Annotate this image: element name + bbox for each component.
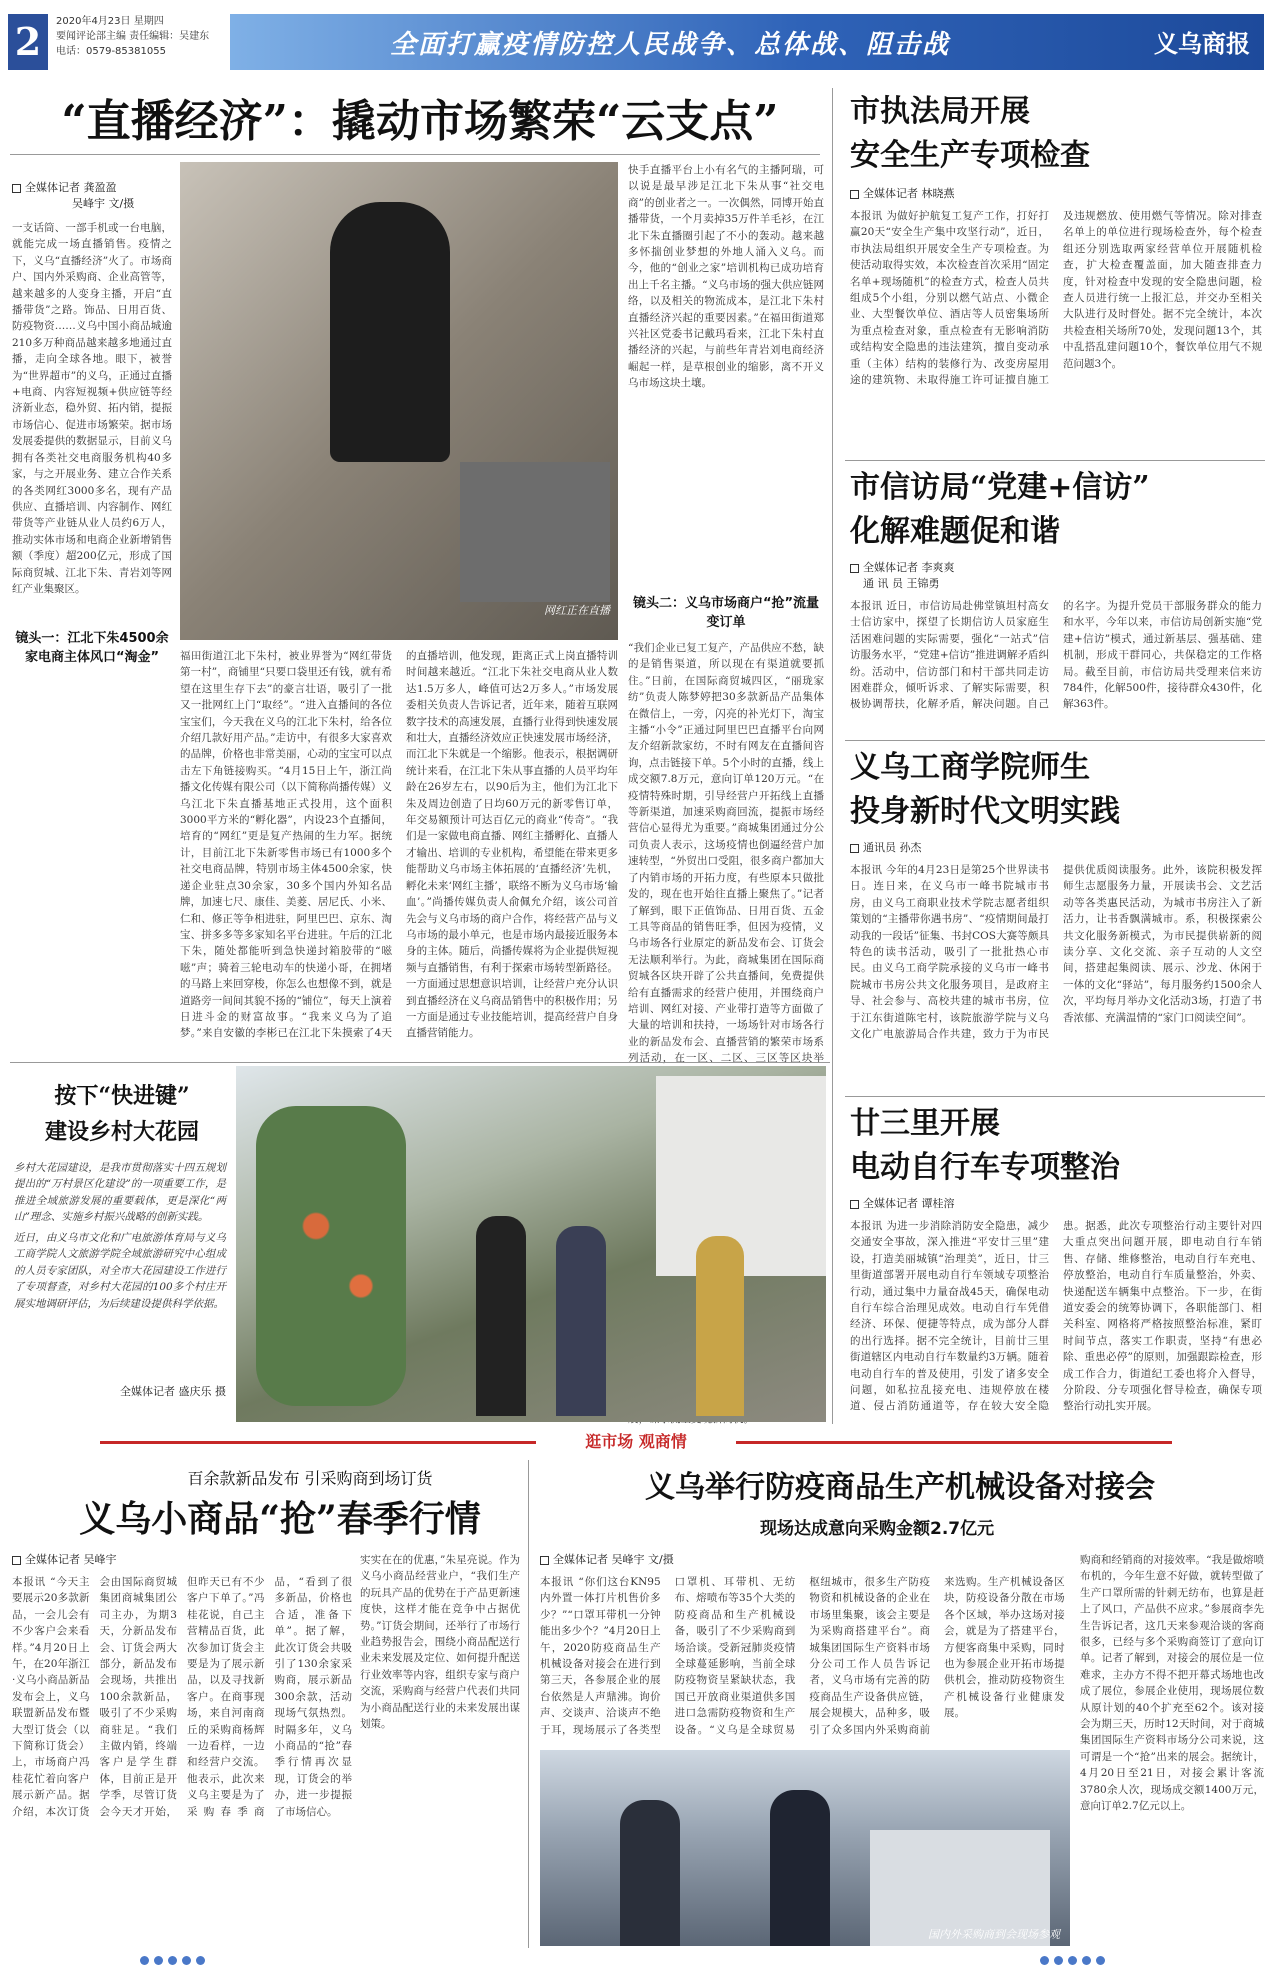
headline-gongshang xyxy=(850,746,1260,836)
section-title: 逛市场 观商情 xyxy=(536,1430,736,1454)
livestream-photo xyxy=(180,162,618,640)
byline-text: 全媒体记者 吴峰宇 文/摄 xyxy=(553,1553,674,1566)
reporter-icon xyxy=(12,1556,21,1565)
header-phone: 电话：0579-85381055 xyxy=(56,46,166,57)
person-figure xyxy=(556,1226,606,1416)
column-divider xyxy=(832,88,833,1424)
divider xyxy=(10,154,820,155)
section-banner xyxy=(0,1428,1272,1456)
headline-xinfang-line2: 化解难题促和谐 xyxy=(850,514,1060,549)
headline-live: “直播经济”：撬动市场繁荣“云支点” xyxy=(61,96,779,147)
headline-safety xyxy=(850,90,1260,180)
footer-dot xyxy=(168,1956,177,1965)
article-fangyi-body: 本报讯 “你们这台KN95内外置一体打片机售价多少？”“口罩耳带机一分钟能出多少个？”4月20日上午，2020防疫商品生产机械设备对接会在进行到第三天，各参展企业的展台依然是人声鼎沸。询价声、交谈声、洽谈声不绝于耳，现场展示了各类型口罩机、耳带机、无纺布、熔喷布等35个大类的防疫商品和生产机械设备，吸引了不少采购商到场洽谈。受新冠肺炎疫情全球蔓延影响，当前全球防疫物资呈紧缺状态，我国已开放商业渠道供多国进口急需防疫物资和生产设备。“义乌是全球贸易枢纽城市，很多生产防疫物资和机械设备的企业在市场里集聚，该会主要是为采购商搭建平台”。商城集团国际生产资料市场分公司工作人员告诉记者，义乌市场有完善的防疫商品生产设备供应链，展会规模大，品种多，吸引了众多国内外采购商前来选购。生产机械设备区块，防疫设备分散在市场各个区域，举办这场对接会，就是为了搭建平台，方便客商集中采购，同时也为参展企业开拓市场提供机会，推动防疫物资生产机械设备行业健康发展。 xyxy=(540,1576,1065,1736)
header-info xyxy=(56,14,226,74)
reporter-icon xyxy=(12,184,21,193)
flowering-tree xyxy=(256,1106,406,1406)
headline-garden-line2: 建设乡村大花园 xyxy=(44,1119,199,1145)
headline-ershisanli xyxy=(850,1102,1260,1192)
byline-text: 全媒体记者 李爽爽 xyxy=(863,561,955,574)
article-gongshang-body: 本报讯 今年的4月23日是第25个世界读书日。连日来，在义乌市一峰书院城市书房，由义乌工商职业技术学院志愿者组织策划的“主播带你遇书房”、“疫情期间最打动我的一段话”征集、书封COS大赛等颇具特色的读书活动，吸引了一批批热心市民。由义乌工商学院承接的义乌市一峰书院城市书房公共文化服务项目，是政府主导、社会参与、高校共建的城市书房，位于江东街道陈宅村，该院旅游学院与义乌文化广电旅游局合作共建，致力于为市民提供优质阅读服务。此外，该院积极发挥师生志愿服务力量，开展读书会、文艺活动等各类惠民活动，为城市书房注入了新活力，让书香飘满城市。系，积极探索公共文化服务新模式，为市民提供崭新的阅读分享、文化交流、亲子互动的人文空间，搭建起集阅读、展示、沙龙、休闲于一体的文化“驿站”，每月服务约1500余人次，平均每月举办文化活动3场，打造了书香浓郁、充满温情的“家门口阅读空间”。 xyxy=(850,864,1262,1041)
byline-live xyxy=(12,180,172,216)
divider xyxy=(845,740,1265,741)
reporter-icon xyxy=(850,1200,859,1209)
byline-safety xyxy=(850,186,1050,204)
article-live-body2: 福田街道江北下朱村，被业界誉为“网红带货第一村”，商铺里“只要口袋里还有钱，就有希望在这里生存下去”的豪言壮语，吸引了一批又一批网红上门“取经”。“进入直播间的各位宝宝们，今天我在义乌的江北下朱村，给各位介绍几款好用产品。”走访中，有很多大家喜欢的品牌，价格也非常美丽，心动的宝宝可以点击左下角链接购买。“4月15日上午，浙江尚播文化传媒有限公司（以下简称尚播传媒）义乌江北下朱直播基地正式投用，这个面积3000平方米的“孵化器”，内设23个直播间，培育的“网红”更是复产热闹的生力军。据统计，目前江北下朱新零售市场已有1000多个社交电商品牌，特别市场主体4500余家，快递企业驻点30余家，30多个国内外知名品牌，加速七尺、康佳、美菱、居尼氏、小米、仁和、修正等争相进驻，阿里巴巴、京东、淘宝、拼多多等多家知名平台进驻。午后的江北下朱，随处都能听到急快递封箱胶带的“嗞嗞”声；骑着三轮电动车的快递小哥，在拥堵的马路上来回穿梭，你怎么也想像不到，就是道路旁一间间其貌不扬的“铺位”，每天上演着日进斗金的财富故事。“我来义乌为了追梦。”来自安徽的李彬已在江北下朱摸索了4天的直播培训，他发现，距离正式上岗直播特训时间越来越近。“江北下朱社交电商从业人数达1.5万多人，峰值可达2万多人。”市场发展委相关负责人告诉记者，近年来，随着互联网数字技术的高速发展，直播行业得到快速发展和壮大，直播经济效应正快速发展市场经济，而江北下朱就是一个缩影。他表示，根据调研统计来看，在江北下朱从事直播的人员平均年龄在26岁左右，以90后为主，他们为江北下朱及周边创造了日均60万元的新零售订单，年交易额预计可达百亿元的商业“传奇”。“我们是一家做电商直播、网红主播孵化、直播人才输出、培训的专业机构，希望能在带来更多能帮助义乌市场主体拓展的‘直播经济’先机，孵化未来‘网红主播’，联络不断为义乌市场‘输血’。”尚播传媒负责人俞佩允介绍，该公司首先会与义乌市场的商户合作，将经营产品与义乌市场的最小单元，也是市场内最接近服务本身的主体。随后，尚播传媒将为企业提供短视频与直播销售，有利于探索市场转型新路径。一方面通过思想意识培训，让经营户充分认识到直播经济在义乌商品销售中的积极作用；另一方面是通过专业技能培训，提高经营户自身直播营销能力。 xyxy=(180,650,618,1040)
garden-byline: 全媒体记者 盛庆乐 摄 xyxy=(120,1385,226,1398)
article-fangyi-body2: 购商和经销商的对接效率。“我是做熔喷布机的，今年生意不好做，就转型做了生产口罩所需的针刺无纺布，也算是赶上了风口，产品供不应求。”参展商李先生告诉记者，这几天来参观洽谈的客商很多，已经与多个采购商签订了意向订单。记者了解到，对接会的展位是一位难求，主办方不得不把开幕式场地也改成了展位，参展企业使用，现场展位数从原计划的40个扩充至62个。该对接会为期三天，历时12天时间，对于商城集团国际生产资料市场分公司来说，这可谓是一个“抢”出来的展会。据统计，4月20日至21日，对接会累计客流3780余人次，现场成交额1400万元，意向订单2.7亿元以上。 xyxy=(1080,1554,1264,1813)
byline-xinfang xyxy=(850,560,1050,596)
headline-ershisanli-line2: 电动自行车专项整治 xyxy=(850,1150,1120,1185)
article-newproduct-body: 本报讯 “今天主要展示20多款新品，一会儿会有不少客户会来看样。”4月20日上午，在20年浙江·义乌小商品新品发布会上，义乌联盟新品发布暨大型订货会（以下简称订货会）上，市场商户冯桂花忙着向客户展示新产品。据介绍，本次订货会由国际商贸城集团商城集团公司主办，为期3天，分新品发布会、订货会两大部分，新品发布会现场，共推出100余款新品，吸引了不少采购商驻足。“我们主做内销，终端客户是学生群体，目前正是开学季，尽管订货会今天才开始，但昨天已有不少客户下单了。”冯桂花说，自己主营精品百货，此次参加订货会主要是为了展示新品，以及寻找新客户。在商事现场，来自河南商丘的采购商杨辉一边看样，一边和经营户交流。他表示，此次来义乌主要是为了采购春季商品，“看到了很多新品，价格也合适，准备下单”。据了解，此次订货会共吸引了130余家采购商，展示新品300余款，活动现场气氛热烈。时隔多年，义乌小商品的“抢”春季行情再次显现，订货会的举办，进一步提振了市场信心。 xyxy=(12,1576,352,1818)
subhead-lens-2: 镜头二：义乌市场商户“抢”流量变订单 xyxy=(632,596,820,630)
article-safety-body: 本报讯 为做好护航复工复产工作，打好打赢20天“安全生产集中攻坚行动”，近日，市执法局组织开展安全生产专项检查。为使活动取得实效，本次检查首次采用“固定名单+现场随机”的检查方式，检查人员共组成5个小组，分别以燃气站点、小微企业、大型餐饮单位、酒店等人员密集场所为重点检查对象，重点检查有无影响消防或结构安全隐患的违法建筑，擅自变动承重（主体）结构的装修行为、改变房屋用途的建筑物、未取得施工许可证擅自施工及违规燃放、使用燃气等情况。除对排查名单上的单位进行现场检查外，每个检查组还分别选取两家经营单位开展随机检查，扩大检查覆盖面，加大随查排查力度，针对检查中发现的安全隐患问题，检查人员进行统一上报汇总，并交办至相关大队进行及时督处。据不完全统计，本次共检查相关场所70处，发现问题13个，其中乱搭乱建问题10个，餐饮单位用气不规范问题3个。 xyxy=(850,210,1262,387)
byline-text: 通讯员 孙杰 xyxy=(863,841,922,854)
person-figure xyxy=(476,1216,526,1416)
reporter-icon xyxy=(540,1556,549,1565)
headline-garden-line1: 按下“快进键” xyxy=(54,1083,190,1109)
photo-caption: 网红正在直播 xyxy=(544,604,610,617)
garden-lead: 乡村大花园建设，是我市贯彻落实十四五规划提出的“万村景区化建设”的一项重要工作，是推进全域旅游发展的重要载体，更是深化“两山”理念、实施乡村振兴战略的创新实践。 xyxy=(14,1162,226,1224)
article-live-lead: 一支话筒、一部手机或一台电脑，就能完成一场直播销售。疫情之下，义乌“直播经济”火了。市场商户、国内外采购商、企业高管等，越来越多的人变身主播，开启“直播带货”之路。饰品、日用百货、防疫物资……义乌中国小商品城逾210多万种商品越来越多地通过直播，走向全球各地。眼下，被誉为“世界超市”的义乌，正通过直播+电商、内容短视频+供应链等经济新业态，稳外贸、拓内销，提振市场信心、促进市场繁荣。据市场发展委提供的数据显示，目前义乌拥有各类社交电商服务机构40多家，与之开展业务、建立合作关系的各类网红3000多名，现有产品供应、直播培训、内容制作、网红带货等产业链从业人员约6万人，推动实体市场和电商企业新增销售额（季度）超200亿元，形成了国际商贸城、江北下朱、青岩刘等网红产业集聚区。 xyxy=(12,222,172,595)
footer-dot xyxy=(182,1956,191,1965)
reporter-icon xyxy=(850,844,859,853)
byline-fangyi xyxy=(540,1552,780,1570)
reporter-icon xyxy=(850,564,859,573)
byline-text: 通 讯 员 王锦勇 xyxy=(863,577,940,590)
product-display xyxy=(460,462,610,602)
headline-safety-line2: 安全生产专项检查 xyxy=(850,138,1090,173)
newspaper-logo: 义乌商报 xyxy=(1154,29,1250,58)
reporter-icon xyxy=(850,190,859,199)
footer-dot xyxy=(1096,1956,1105,1965)
person-figure xyxy=(770,1790,830,1946)
presenter-figure xyxy=(330,202,450,462)
byline-gongshang xyxy=(850,840,1050,858)
person-figure xyxy=(620,1800,680,1946)
footer-dot xyxy=(140,1956,149,1965)
page-number: 2 xyxy=(8,14,48,70)
photo-caption: 国内外采购商到会现场参观 xyxy=(928,1928,1060,1941)
footer-dot xyxy=(1068,1956,1077,1965)
header-slogan: 全面打赢疫情防控人民战争、总体战、阻击战 xyxy=(390,30,951,60)
subhead-lens-1: 镜头一：江北下朱4500余家电商主体风口“淘金” xyxy=(15,631,169,665)
footer-dot xyxy=(154,1956,163,1965)
person-figure xyxy=(696,1236,744,1416)
divider xyxy=(10,1062,830,1063)
byline-reporter: 全媒体记者 龚盈盈 xyxy=(25,181,117,194)
headline-newproduct: 义乌小商品“抢”春季行情 xyxy=(79,1498,481,1540)
footer-dot xyxy=(1054,1956,1063,1965)
header-editor: 要闻评论部主编 责任编辑：吴建东 xyxy=(56,31,210,42)
footer-dot xyxy=(1040,1956,1049,1965)
garden-body: 近日，由义乌市文化和广电旅游体育局与义乌工商学院人文旅游学院全域旅游研究中心组成的人员专家团队，对全市大花园建设工作进行了专项督查，对乡村大花园的100多个村庄开展实地调研评估，为后续建设提供科学依据。 xyxy=(14,1232,226,1310)
byline-text: 全媒体记者 林晓燕 xyxy=(863,187,955,200)
fangyi-photo xyxy=(540,1750,1070,1946)
divider xyxy=(845,1096,1265,1097)
divider xyxy=(845,460,1265,461)
headline-ershisanli-line1: 廿三里开展 xyxy=(850,1106,1000,1141)
headline-safety-line1: 市执法局开展 xyxy=(850,94,1030,129)
article-live-body4: “我们企业已复工复产，产品供应不愁，缺的是销售渠道，所以现在有渠道就要抓住。”日前，在国际商贸城四区，“丽珑家纺”负责人陈梦婷把30多款新品产品集体在微信上，一旁，闪亮的补光灯下，淘宝主播“小令”正通过阿里巴巴直播平台向网友介绍新款家纺，不时有网友在直播间咨询，点击链接下单。5个小时的直播，线上成交额7.8万元，意向订单120万元。“在疫情特殊时期，引导经营户开拓线上直播等新渠道，加速采购商回流，提振市场经营信心显得尤为重要。”商城集团通过分公司负责人表示，这场疫情也倒逼经营户加速转型，“外贸出口受阻，很多商户都加大了内销市场的开拓力度，有些原本只做批发的，现在也开始往直播上聚焦了。”记者了解到，眼下正值饰品、日用百货、五金工具等商品的销售旺季，但因为疫情，义乌市场各行业原定的新品发布会、订货会无法顺利举行。为此，商城集团在国际商贸城各区块开辟了公共直播间，免费提供给有直播需求的经营户使用，并围绕商户培训、网红对接、产业带打造等方面做了大量的培训和扶持，一场场针对市场各行业的新品发布会、直播营销的繁荣市场系列活动，在一区、二区、三区等区块举 xyxy=(628,642,824,1065)
headline-fangyi: 义乌举行防疫商品生产机械设备对接会 xyxy=(645,1470,1155,1505)
article-ershisanli-body: 本报讯 为进一步消除消防安全隐患，减少交通安全事故，深入推进“平安廿三里”建设，打造美丽城镇“治理美”，近日，廿三里街道部署开展电动自行车领域专项整治行动，通过集中力量奋战45天，确保电动自行车综合治理见成效。电动自行车凭借经济、环保、便捷等特点，成为部分人群的出行选择。据不完全统计，目前廿三里街道辖区内电动自行车数量约3万辆。随着电动自行车的普及使用，引发了诸多安全问题，如私拉乱接充电、违规停放在楼道、侵占消防通道等，存在较大安全隐患。据悉，此次专项整治行动主要针对四大重点突出问题开展，即电动自行车销售、存储、维修整治，电动自行车充电、停放整治，电动自行车质量整治，外卖、快递配送车辆集中点整治。下一步，在街道安委会的统筹协调下，各职能部门、相关科室、网格将严格按照整治标准，紧盯时间节点，落实工作职责，坚持“有患必除、重患必停”的原则，加强跟踪检查，形成工作合力，街道纪工委也将介入督导，分阶段、分专项强化督导检查，确保专项整治行动扎实开展。 xyxy=(850,1220,1262,1413)
kicker-newproduct: 百余款新品发布 引采购商到场订货 xyxy=(187,1469,433,1488)
header-date: 2020年4月23日 星期四 xyxy=(56,16,164,27)
footer-dot xyxy=(1082,1956,1091,1965)
footer-dot xyxy=(196,1956,205,1965)
column-divider xyxy=(528,1460,529,1948)
headline-gongshang-line1: 义乌工商学院师生 xyxy=(850,750,1090,785)
article-xinfang-body: 本报讯 近日，市信访局赴佛堂镇坦村高女士信访家中，探望了长期信访人员家庭生活困难问题的实际需要，强化“一站式”信访服务水平，“党建+信访”推进调解矛盾纠纷。活动中，信访部门和村干部共同走访困难群众，倾听诉求、了解实际需要，积极协调帮扶，化解矛盾，解决问题。自己的名字。为提升党员干部服务群众的能力和水平，今年以来，市信访局创新实施“党建+信访”模式，通过新基层、强基础、建机制，形成干群同心，共保稳定的工作格局。截至目前，市信访局共受理来信来访784件，化解500件，接待群众430件，化解363件。 xyxy=(850,600,1262,711)
headline-xinfang xyxy=(850,466,1260,556)
article-newproduct-body2: 实实在在的优惠，”朱星亮说。作为义乌小商品经营业户，“我们生产的玩具产品的优势在于产品更新速度快，这样才能在竞争中占据优势。”订货会期间，还举行了市场行业趋势报告会，围绕小商品配送行业未来发展及定位、如何提升配送行业效率等内容，组织专家与商户交流，采购商与经营户代表们共同为小商品配送行业的未来发展出谋划策。 xyxy=(360,1554,520,1731)
subtitle-fangyi: 现场达成意向采购金额2.7亿元 xyxy=(760,1519,995,1539)
byline-author: 吴峰宇 文/摄 xyxy=(72,197,135,210)
garden-photo xyxy=(236,1066,826,1422)
header-banner xyxy=(230,14,1264,70)
byline-ershisanli xyxy=(850,1196,1050,1214)
masthead xyxy=(0,0,1272,82)
headline-garden xyxy=(12,1078,232,1152)
headline-xinfang-line1: 市信访局“党建+信访” xyxy=(850,470,1150,505)
footer-ornament xyxy=(0,1950,1272,1970)
byline-text: 全媒体记者 吴峰宇 xyxy=(25,1553,117,1566)
byline-text: 全媒体记者 谭桂溶 xyxy=(863,1197,955,1210)
headline-gongshang-line2: 投身新时代文明实践 xyxy=(850,794,1120,829)
byline-newproduct xyxy=(12,1552,212,1570)
article-live-body3: 快手直播平台上小有名气的主播阿瑞，可以说是最早涉足江北下朱从事“社交电商”的创业者之一。一次偶然，同博开始直播带货，一个月卖掉35万件羊毛衫，在江北下朱直播圈引起了不小的轰动。越来越多怀揣创业梦想的外地人涌入义乌。而今，他的“创业之家”培训机构已成功培育出上千名主播。“义乌市场的强大供应链网络，以及相关的物流成本，是江北下朱村直播经济兴起的重要因素。”在福田街道郑兴社区党委书记戴玛看来，江北下朱村直播经济的兴起，与前些年青岩刘电商经济崛起一样，是草根创业的缩影，离不开义乌市场这块土壤。 xyxy=(628,164,824,390)
